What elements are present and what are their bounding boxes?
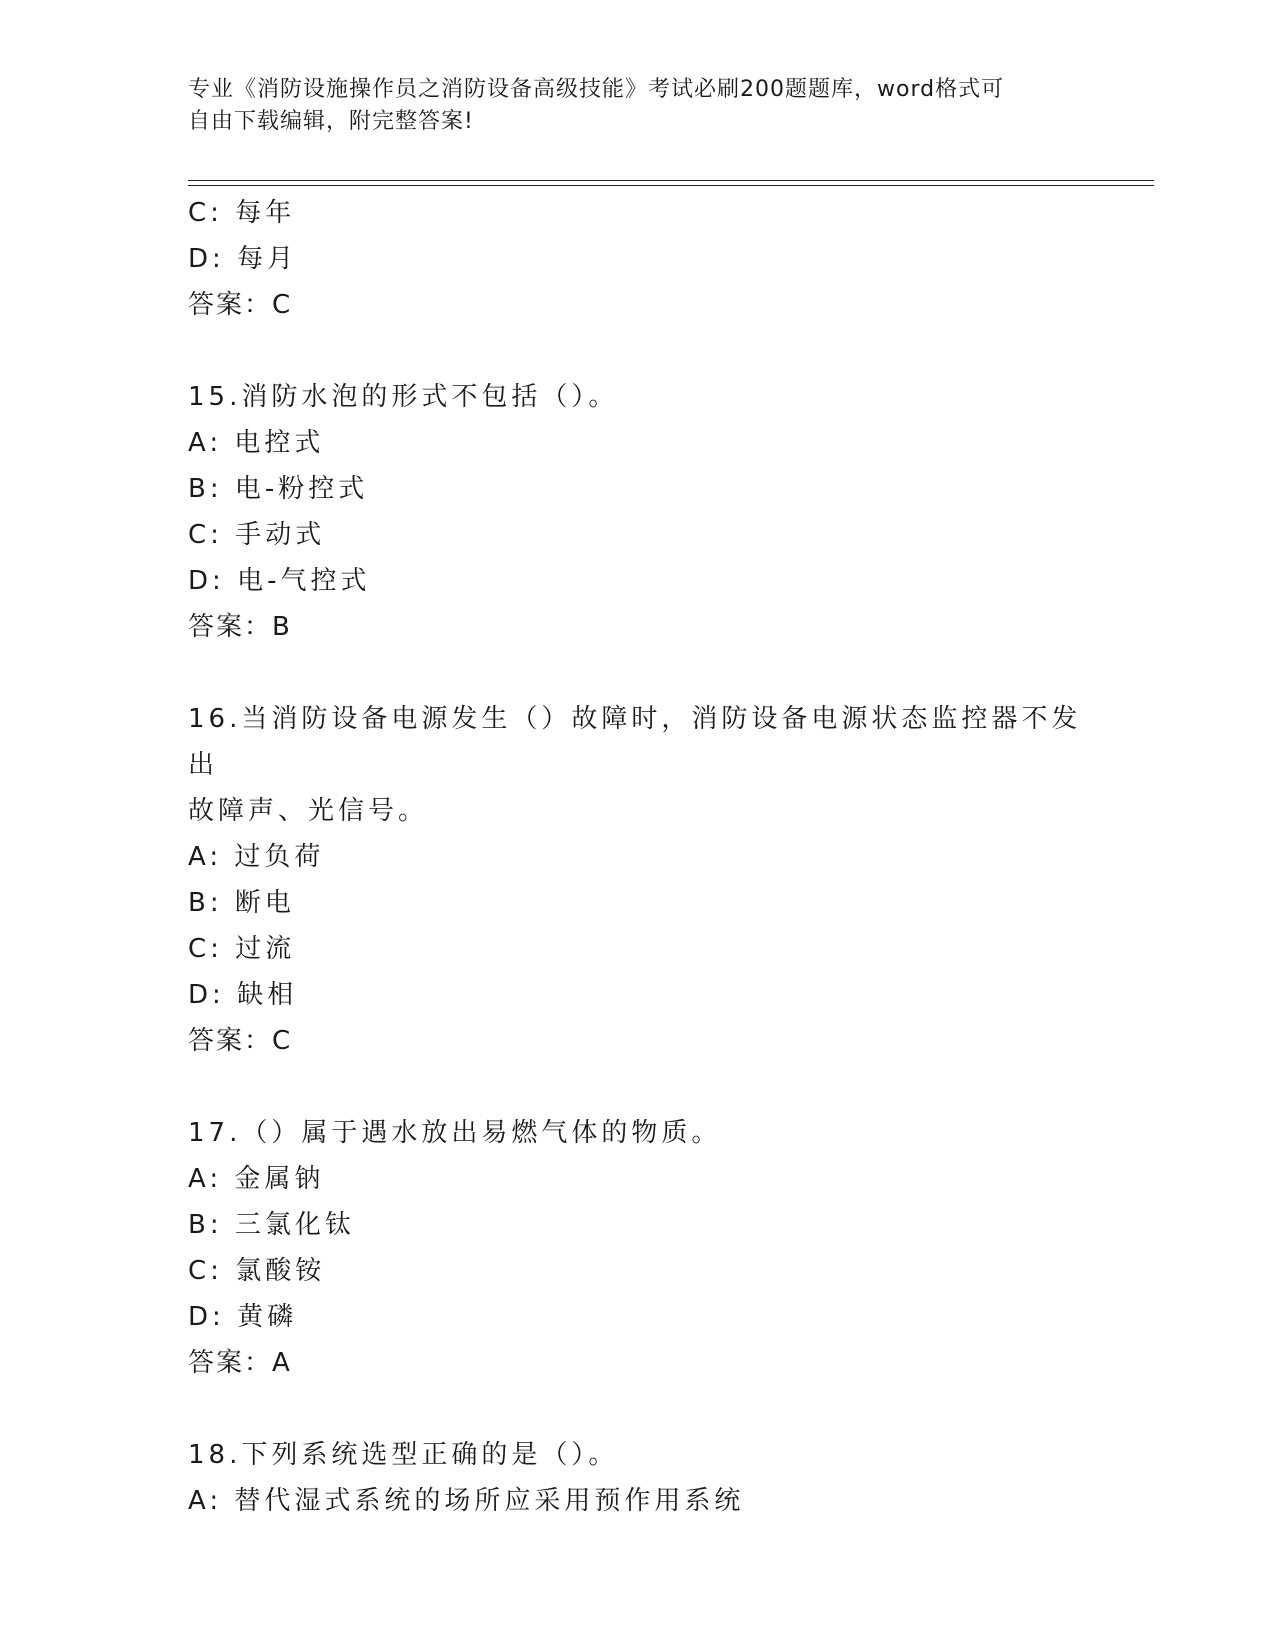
option-c: C: 氯酸铵	[188, 1256, 326, 1286]
option-c: C: 每年	[188, 198, 296, 228]
option-a: A: 电控式	[188, 428, 325, 458]
header-line-1: 专业《消防设施操作员之消防设备高级技能》考试必刷200题题库，word格式可	[188, 77, 1005, 102]
header-line-2: 自由下载编辑，附完整答案!	[188, 109, 474, 134]
option-b: B: 断电	[188, 888, 295, 918]
question-text: 16.当消防设备电源发生（）故障时，消防设备电源状态监控器不发出	[188, 704, 1082, 780]
option-b: B: 电-粉控式	[188, 474, 369, 504]
question-text: 18.下列系统选型正确的是（）。	[188, 1440, 619, 1470]
question-list	[188, 190, 1088, 1524]
question-text-continued: 故障声、光信号。	[188, 796, 429, 826]
question-text: 17.（）属于遇水放出易燃气体的物质。	[188, 1118, 722, 1148]
answer-line: 答案：A	[188, 1348, 292, 1378]
option-d: D: 电-气控式	[188, 566, 371, 596]
header-rule-bottom	[188, 185, 1154, 186]
option-a: A: 过负荷	[188, 842, 325, 872]
header-rule-top	[188, 180, 1154, 181]
option-d: D: 每月	[188, 244, 298, 274]
question-14-continued	[188, 190, 1088, 328]
option-d: D: 黄磷	[188, 1302, 298, 1332]
question-text: 15.消防水泡的形式不包括（）。	[188, 382, 619, 412]
option-a: A: 金属钠	[188, 1164, 325, 1194]
option-a: A: 替代湿式系统的场所应采用预作用系统	[188, 1486, 745, 1516]
answer-line: 答案：C	[188, 1026, 293, 1056]
answer-line: 答案：B	[188, 612, 292, 642]
option-c: C: 过流	[188, 934, 296, 964]
question-17	[188, 1110, 1088, 1386]
option-c: C: 手动式	[188, 520, 326, 550]
document-header	[188, 74, 1068, 138]
answer-line: 答案：C	[188, 290, 293, 320]
question-15	[188, 374, 1088, 650]
question-18	[188, 1432, 1088, 1524]
question-16	[188, 696, 1088, 1064]
option-d: D: 缺相	[188, 980, 298, 1010]
option-b: B: 三氯化钛	[188, 1210, 355, 1240]
